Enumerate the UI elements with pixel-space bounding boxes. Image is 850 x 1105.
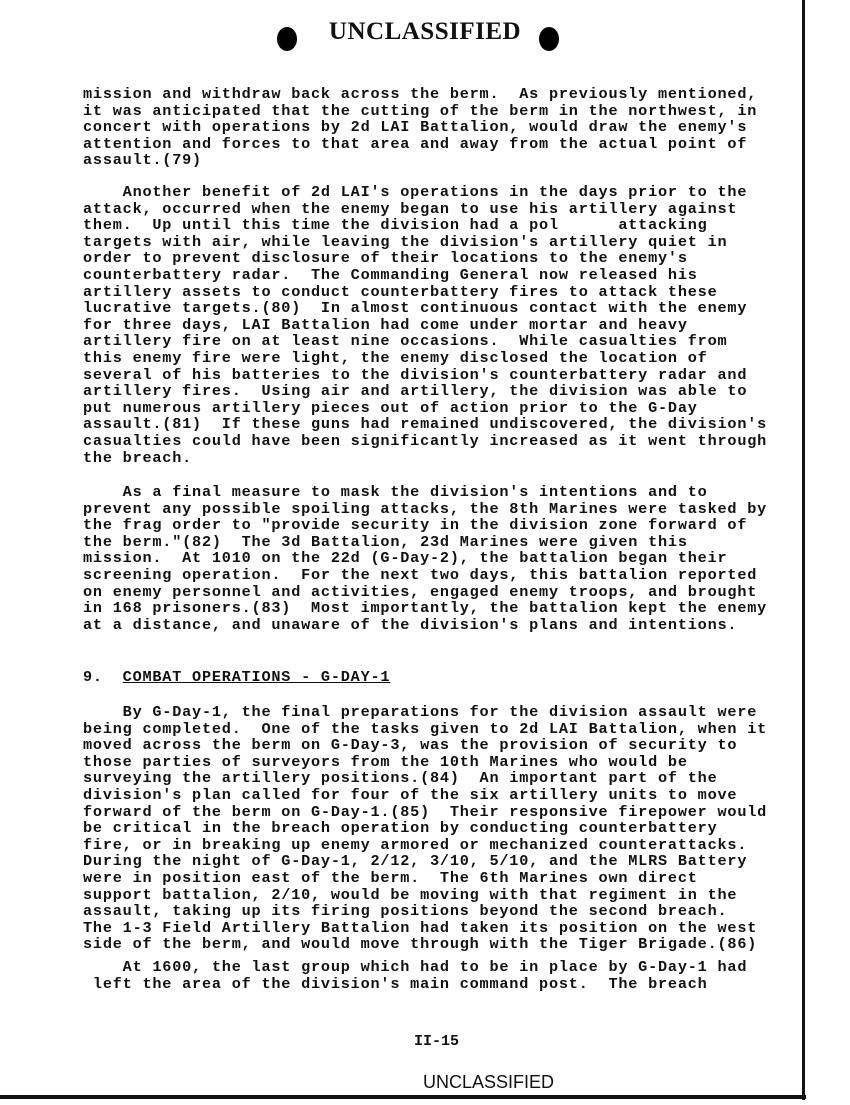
text-line: side of the berm, and would move through with the Tiger Brigade.(86): [83, 935, 758, 954]
text-line: fire, or in breaking up enemy armored or mechanized counterattacks.: [83, 835, 748, 854]
text-line: The 1-3 Field Artillery Battalion had taken its position on the west: [83, 918, 758, 937]
section-heading: [83, 669, 390, 686]
text-line: attention and forces to that area and away from the actual point of: [83, 134, 748, 153]
text-line: were in position east of the berm. The 6th Marines own direct: [83, 868, 698, 887]
text-line: in 168 prisoners.(83) Most importantly, the battalion kept the enemy: [83, 599, 768, 618]
text-line: Another benefit of 2d LAI's operations in the days prior to the: [83, 183, 748, 201]
page-border-right: [802, 0, 805, 1100]
paragraph: [83, 184, 767, 466]
text-line: at a distance, and unaware of the division's plans and intentions.: [83, 615, 738, 634]
text-line: As a final measure to mask the division's intentions and to: [83, 483, 708, 501]
text-line: mission. At 1010 on the 22d (G-Day-2), the battalion began their: [83, 549, 728, 568]
text-line: support battalion, 2/10, would be moving with that regiment in the: [83, 885, 738, 904]
text-line: order to prevent disclosure of their locations to the enemy's: [83, 249, 688, 268]
text-line: the berm."(82) The 3d Battalion, 23d Marines were given this: [83, 532, 688, 551]
text-line: At 1600, the last group which had to be in place by G-Day-1 had: [83, 958, 748, 976]
text-line: mission and withdraw back across the berm. As previously mentioned,: [83, 85, 758, 103]
text-line: being completed. One of the tasks given to 2d LAI Battalion, when it: [83, 719, 768, 738]
text-line: left the area of the division's main command post. The breach: [83, 974, 708, 993]
text-line: them. Up until this time the division had a pol attacking: [83, 216, 708, 235]
section-title: COMBAT OPERATIONS - G-DAY-1: [122, 668, 391, 686]
text-line: artillery assets to conduct counterbattery fires to attack these: [83, 282, 718, 301]
text-line: division's plan called for four of the six artillery units to move: [83, 785, 738, 804]
text-line: artillery fires. Using air and artillery, the division was able to: [83, 382, 748, 401]
text-line: put numerous artillery pieces out of action prior to the G-Day: [83, 398, 698, 417]
text-line: for three days, LAI Battalion had come under mortar and heavy: [83, 315, 688, 334]
text-line: the frag order to "provide security in the division zone forward of: [83, 516, 748, 535]
text-line: be critical in the breach operation by conducting counterbattery: [83, 819, 718, 838]
punch-hole-right: [539, 27, 559, 51]
punch-hole-left: [277, 27, 297, 51]
text-line: this enemy fire were light, the enemy disclosed the location of: [83, 348, 708, 367]
text-line: By G-Day-1, the final preparations for the division assault were: [83, 703, 758, 721]
text-line: screening operation. For the next two days, this battalion reported: [83, 565, 758, 584]
section-number: 9.: [83, 668, 103, 686]
text-line: moved across the berm on G-Day-3, was the provision of security to: [83, 736, 738, 755]
paragraph: [83, 959, 747, 992]
text-line: assault, taking up its firing positions beyond the second breach.: [83, 902, 728, 921]
text-line: lucrative targets.(80) In almost continuous contact with the enemy: [83, 299, 748, 318]
text-line: concert with operations by 2d LAI Battalion, would draw the enemy's: [83, 118, 748, 137]
text-line: it was anticipated that the cutting of the berm in the northwest, in: [83, 101, 758, 120]
paragraph: [83, 86, 757, 169]
classification-footer: UNCLASSIFIED: [423, 1072, 555, 1092]
text-line: prevent any possible spoiling attacks, the 8th Marines were tasked by: [83, 499, 768, 518]
text-line: casualties could have been significantly increased as it went through: [83, 431, 768, 450]
page-border-bottom: [0, 1095, 806, 1099]
text-line: counterbattery radar. The Commanding General now released his: [83, 265, 698, 284]
text-line: artillery fire on at least nine occasions. While casualties from: [83, 332, 728, 351]
text-line: those parties of surveyors from the 10th Marines who would be: [83, 752, 688, 771]
text-line: assault.(81) If these guns had remained undiscovered, the division's: [83, 415, 768, 434]
text-line: on enemy personnel and activities, engaged enemy troops, and brought: [83, 582, 758, 601]
classification-header: UNCLASSIFIED: [328, 18, 522, 45]
text-line: attack, occurred when the enemy began to use his artillery against: [83, 199, 738, 218]
text-line: the breach.: [83, 448, 193, 467]
text-line: targets with air, while leaving the division's artillery quiet in: [83, 232, 728, 251]
text-line: During the night of G-Day-1, 2/12, 3/10, 5/10, and the MLRS Battery: [83, 852, 748, 871]
text-line: assault.(79): [83, 151, 202, 170]
text-line: several of his batteries to the division's counterbattery radar and: [83, 365, 748, 384]
text-line: surveying the artillery positions.(84) An important part of the: [83, 769, 718, 788]
paragraph: [83, 704, 767, 953]
paragraph: [83, 484, 767, 633]
page-number: II-15: [414, 1033, 460, 1050]
text-line: forward of the berm on G-Day-1.(85) Their responsive firepower would: [83, 802, 768, 821]
